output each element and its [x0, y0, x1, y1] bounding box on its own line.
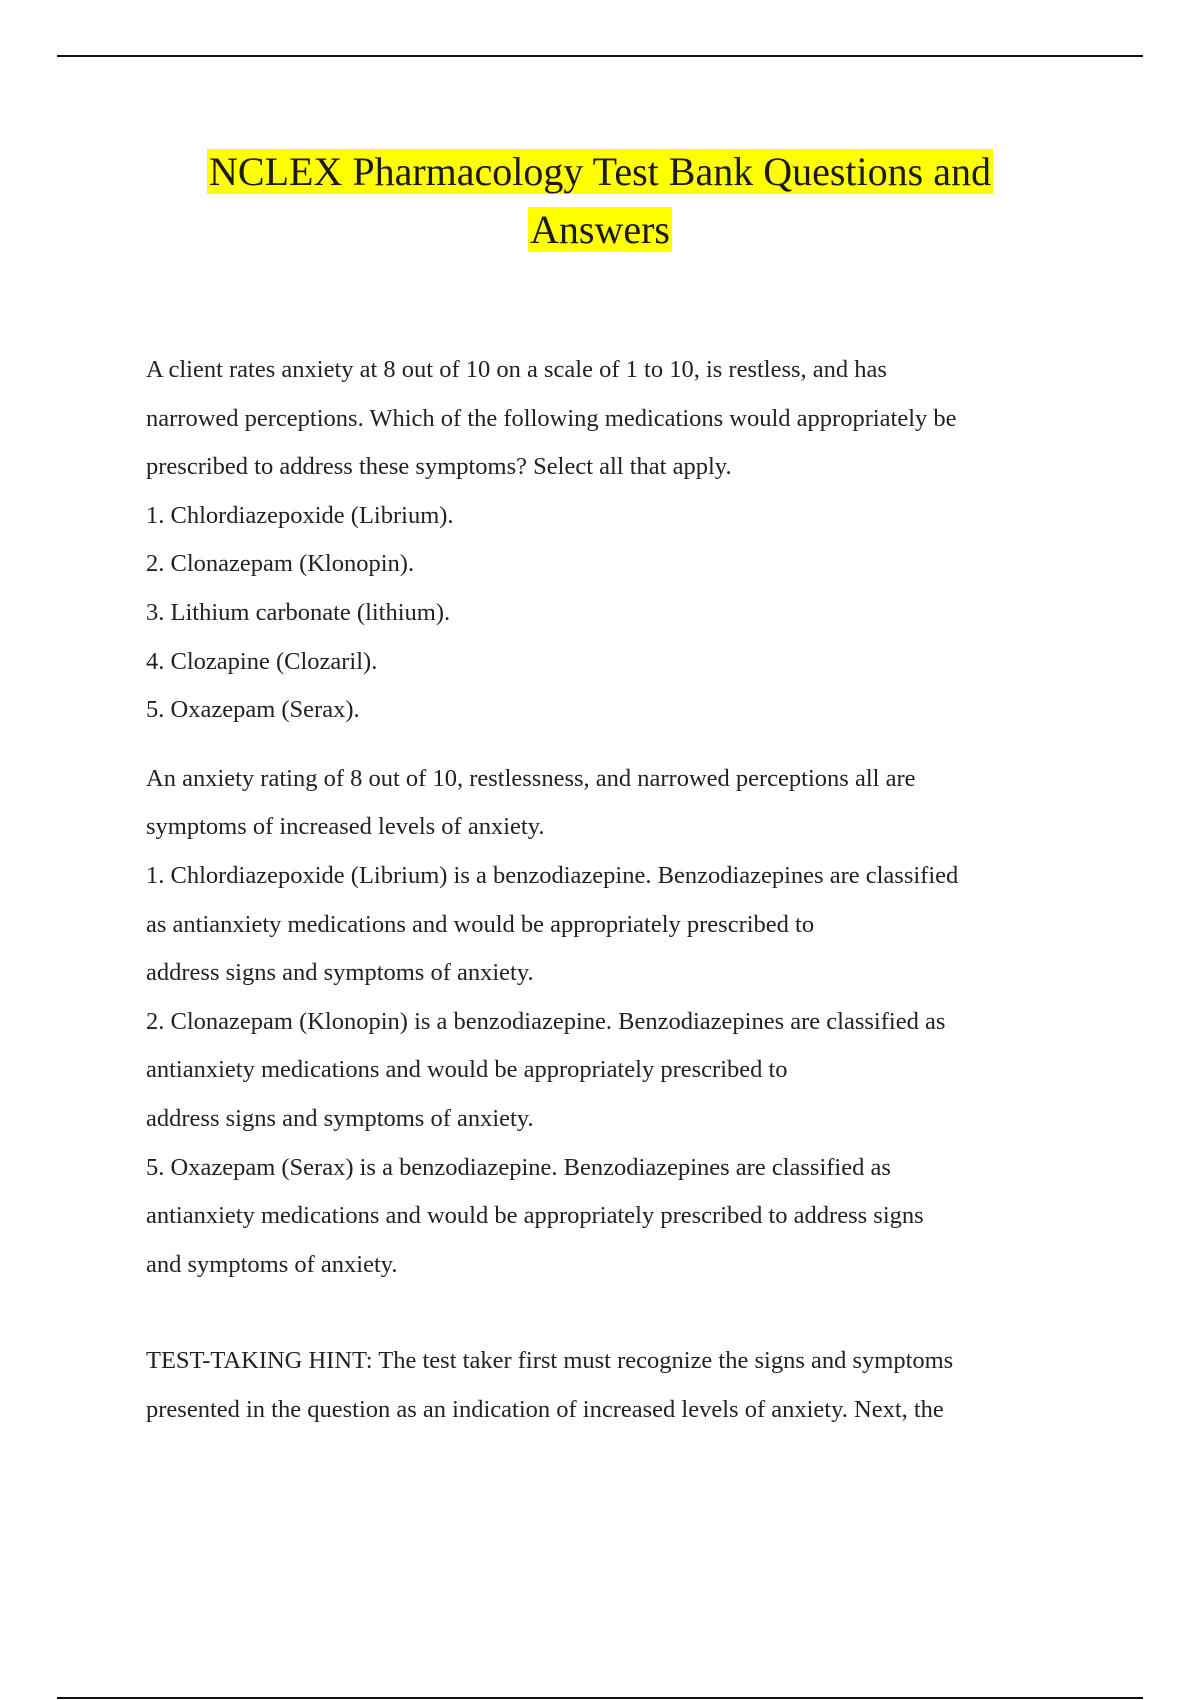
rationale-line: address signs and symptoms of anxiety. [146, 959, 534, 987]
rationale-line: 2. Clonazepam (Klonopin) is a benzodiazepine. Benzodiazepines are classified as [146, 1007, 946, 1035]
top-rule [57, 55, 1143, 57]
answer-options [146, 492, 1086, 735]
hint-line: presented in the question as an indication of increased levels of anxiety. Next, the [146, 1395, 944, 1423]
answer-option: 1. Chlordiazepoxide (Librium). [146, 501, 454, 529]
title-line-2: Answers [530, 207, 670, 252]
rationale-line: antianxiety medications and would be appropriately prescribed to address signs [146, 1202, 924, 1230]
rationale-line: antianxiety medications and would be appropriately prescribed to [146, 1056, 788, 1084]
rationale-line: and symptoms of anxiety. [146, 1250, 398, 1278]
document-title [0, 143, 1200, 259]
question-stem-line: A client rates anxiety at 8 out of 10 on a scale of 1 to 10, is restless, and has [146, 356, 887, 383]
question-stem [146, 346, 1086, 492]
rationale-line: An anxiety rating of 8 out of 10, restlessness, and narrowed perceptions all are [146, 764, 916, 792]
rationale-line: symptoms of increased levels of anxiety. [146, 813, 545, 841]
answer-option: 4. Clozapine (Clozaril). [146, 647, 378, 675]
document-body [146, 346, 1086, 1434]
rationale-item-5 [146, 1144, 1086, 1290]
hint-line: TEST-TAKING HINT: The test taker first must recognize the signs and symptoms [146, 1347, 954, 1375]
rationale-line: address signs and symptoms of anxiety. [146, 1104, 534, 1132]
answer-option: 5. Oxazepam (Serax). [146, 696, 360, 724]
rationale-item-1 [146, 852, 1086, 998]
title-line-1: NCLEX Pharmacology Test Bank Questions and [209, 149, 991, 194]
rationale-line: 5. Oxazepam (Serax) is a benzodiazepine. Benzodiazepines are classified as [146, 1153, 891, 1181]
question-stem-line: prescribed to address these symptoms? Select all that apply. [146, 453, 732, 481]
answer-option: 3. Lithium carbonate (lithium). [146, 598, 451, 626]
rationale-item-2 [146, 998, 1086, 1144]
bottom-rule [57, 1697, 1143, 1699]
question-stem-line: narrowed perceptions. Which of the following medications would appropriately be [146, 404, 957, 432]
rationale-line: as antianxiety medications and would be appropriately prescribed to [146, 910, 815, 938]
rationale-intro [146, 755, 1086, 852]
rationale-line: 1. Chlordiazepoxide (Librium) is a benzodiazepine. Benzodiazepines are classified [146, 861, 959, 889]
test-taking-hint [146, 1337, 1086, 1434]
answer-option: 2. Clonazepam (Klonopin). [146, 550, 415, 578]
